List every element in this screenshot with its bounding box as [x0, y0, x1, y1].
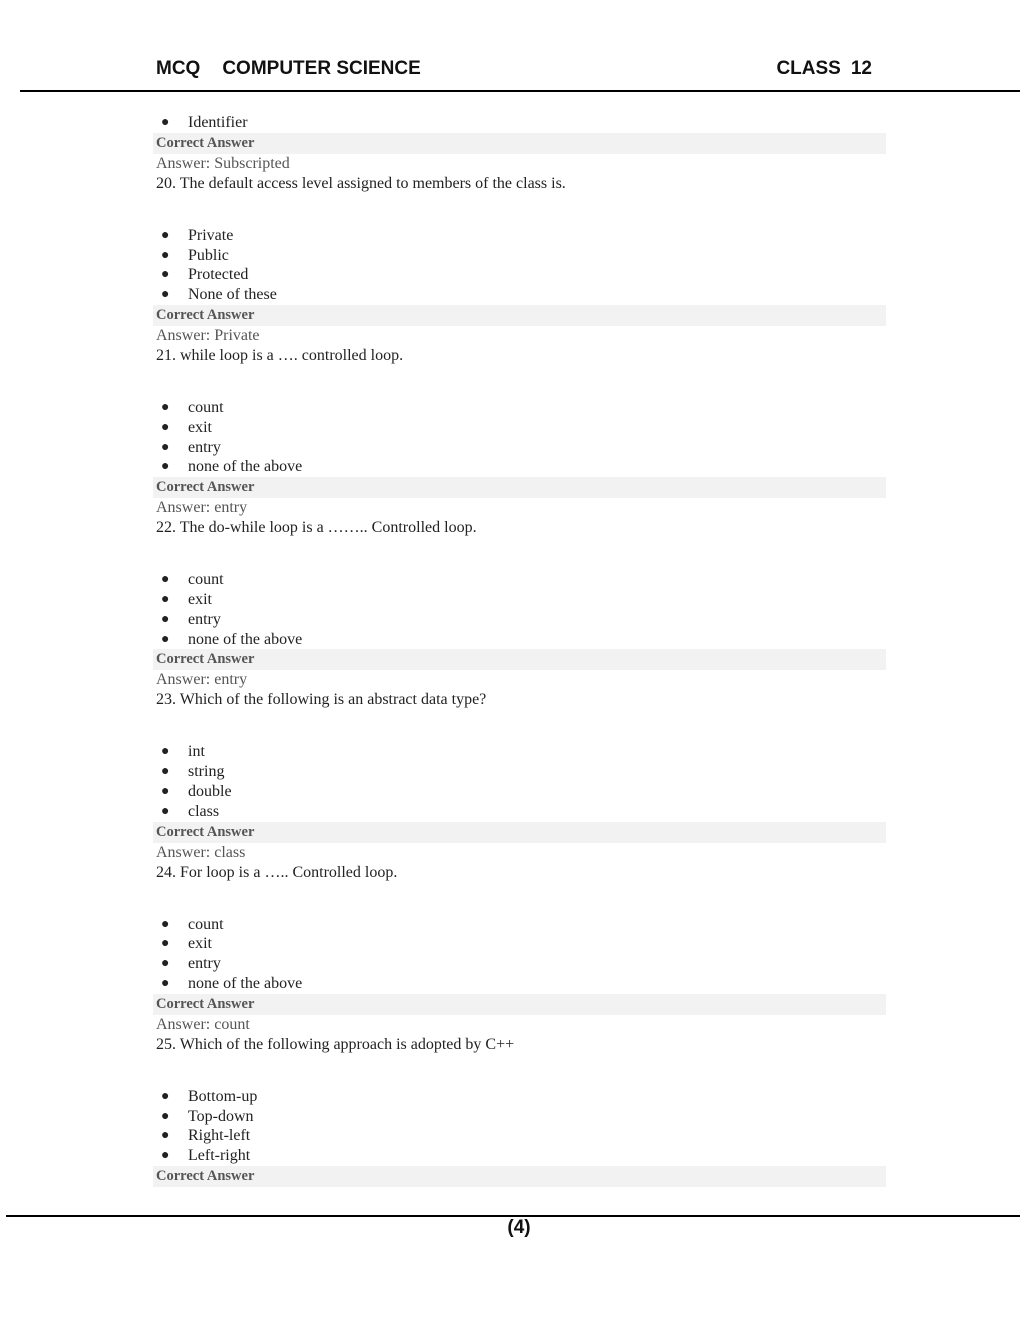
bullet-icon: ● — [161, 611, 170, 627]
question-block — [153, 1035, 886, 1187]
question-text: 20. The default access level assigned to members of the class is. — [156, 174, 566, 192]
option-item — [153, 457, 886, 477]
page-number: (4) — [507, 1217, 531, 1238]
option-item — [153, 782, 886, 802]
option-item — [153, 610, 886, 630]
question-text: 25. Which of the following approach is adopted by C++ — [156, 1035, 515, 1053]
option-text: exit — [188, 418, 212, 436]
header-class-label: CLASS — [776, 58, 841, 79]
option-list — [153, 742, 886, 821]
page-content — [153, 113, 886, 1187]
answer-text: Answer: entry — [156, 671, 248, 689]
bullet-icon: ● — [161, 267, 170, 283]
question-text: 24. For loop is a ….. Controlled loop. — [156, 863, 398, 881]
option-item — [153, 974, 886, 994]
option-item — [153, 590, 886, 610]
option-text: count — [188, 571, 224, 589]
option-item — [153, 934, 886, 954]
option-item — [153, 246, 886, 266]
option-list — [153, 113, 886, 133]
option-text: entry — [188, 610, 221, 628]
option-item — [153, 570, 886, 590]
option-text: Top-down — [188, 1107, 254, 1125]
bullet-icon: ● — [161, 764, 170, 780]
question-text: 23. Which of the following is an abstract data type? — [156, 691, 487, 709]
option-item — [153, 1126, 886, 1146]
option-text: exit — [188, 590, 212, 608]
previous-question-tail — [153, 113, 886, 174]
option-text: exit — [188, 935, 212, 953]
answer-text: Answer: class — [156, 843, 246, 861]
bullet-icon: ● — [161, 916, 170, 932]
correct-answer-label: Correct Answer — [153, 133, 886, 154]
answer-text: Answer: count — [156, 1015, 250, 1033]
question-block — [153, 174, 886, 346]
correct-answer-label: Correct Answer — [153, 994, 886, 1015]
option-item — [153, 418, 886, 438]
option-text: none of the above — [188, 974, 303, 992]
option-item — [153, 398, 886, 418]
option-list — [153, 226, 886, 305]
question-text: 21. while loop is a …. controlled loop. — [156, 346, 404, 364]
bullet-icon: ● — [161, 115, 170, 130]
option-item — [153, 915, 886, 935]
option-item — [153, 802, 886, 822]
correct-answer-label: Correct Answer — [153, 1166, 886, 1187]
option-text: Public — [188, 246, 229, 264]
bullet-icon: ● — [161, 399, 170, 415]
bullet-icon: ● — [161, 1108, 170, 1124]
bullet-icon: ● — [161, 572, 170, 588]
question-block — [153, 518, 886, 690]
option-item — [153, 285, 886, 305]
option-text: count — [188, 915, 224, 933]
option-text: entry — [188, 955, 221, 973]
option-list — [153, 570, 886, 649]
correct-answer-label: Correct Answer — [153, 822, 886, 843]
correct-answer-label: Correct Answer — [153, 305, 886, 326]
option-item — [153, 742, 886, 762]
bullet-icon: ● — [161, 744, 170, 760]
option-list — [153, 398, 886, 477]
question-block — [153, 346, 886, 518]
bullet-icon: ● — [161, 803, 170, 819]
option-item — [153, 630, 886, 650]
bullet-icon: ● — [161, 419, 170, 435]
bullet-icon: ● — [161, 247, 170, 263]
option-item — [153, 438, 886, 458]
bullet-icon: ● — [161, 459, 170, 475]
option-text: Left-right — [188, 1147, 251, 1165]
option-text: Private — [188, 226, 234, 244]
option-item — [153, 226, 886, 246]
option-item — [153, 954, 886, 974]
bullet-icon: ● — [161, 227, 170, 243]
option-text: int — [188, 743, 205, 761]
answer-text: Answer: Private — [156, 326, 260, 344]
option-text: Identifier — [188, 114, 248, 131]
correct-answer-label: Correct Answer — [153, 649, 886, 670]
option-text: double — [188, 782, 232, 800]
option-text: Bottom-up — [188, 1087, 258, 1105]
option-text: Protected — [188, 266, 249, 284]
option-item — [153, 1087, 886, 1107]
header-right — [776, 58, 872, 80]
bullet-icon: ● — [161, 783, 170, 799]
header-class-number: 12 — [850, 58, 872, 79]
bullet-icon: ● — [161, 1128, 170, 1144]
option-text: entry — [188, 438, 221, 456]
question-block — [153, 863, 886, 1035]
answer-text: Answer: entry — [156, 499, 248, 517]
option-item — [153, 762, 886, 782]
header-mcq: MCQ — [156, 58, 201, 79]
header-subject: COMPUTER SCIENCE — [222, 58, 421, 79]
option-list — [153, 915, 886, 994]
option-text: none of the above — [188, 458, 303, 476]
header-divider — [20, 90, 1020, 92]
bullet-icon: ● — [161, 956, 170, 972]
option-item — [153, 265, 886, 285]
option-item — [153, 113, 886, 133]
answer-text: Answer: Subscripted — [156, 154, 290, 172]
bullet-icon: ● — [161, 591, 170, 607]
bullet-icon: ● — [161, 1148, 170, 1164]
question-text: 22. The do-while loop is a …….. Controlled loop. — [156, 519, 477, 537]
bullet-icon: ● — [161, 1088, 170, 1104]
page-header — [156, 58, 872, 80]
option-text: none of the above — [188, 630, 303, 648]
option-item — [153, 1107, 886, 1127]
bullet-icon: ● — [161, 287, 170, 303]
option-text: string — [188, 763, 225, 781]
question-block — [153, 690, 886, 862]
option-list — [153, 1087, 886, 1166]
bullet-icon: ● — [161, 439, 170, 455]
bullet-icon: ● — [161, 936, 170, 952]
option-text: count — [188, 398, 224, 416]
bullet-icon: ● — [161, 975, 170, 991]
header-left — [156, 58, 421, 80]
bullet-icon: ● — [161, 631, 170, 647]
option-text: Right-left — [188, 1127, 251, 1145]
option-text: class — [188, 802, 220, 820]
option-item — [153, 1146, 886, 1166]
option-text: None of these — [188, 286, 277, 304]
correct-answer-label: Correct Answer — [153, 477, 886, 498]
